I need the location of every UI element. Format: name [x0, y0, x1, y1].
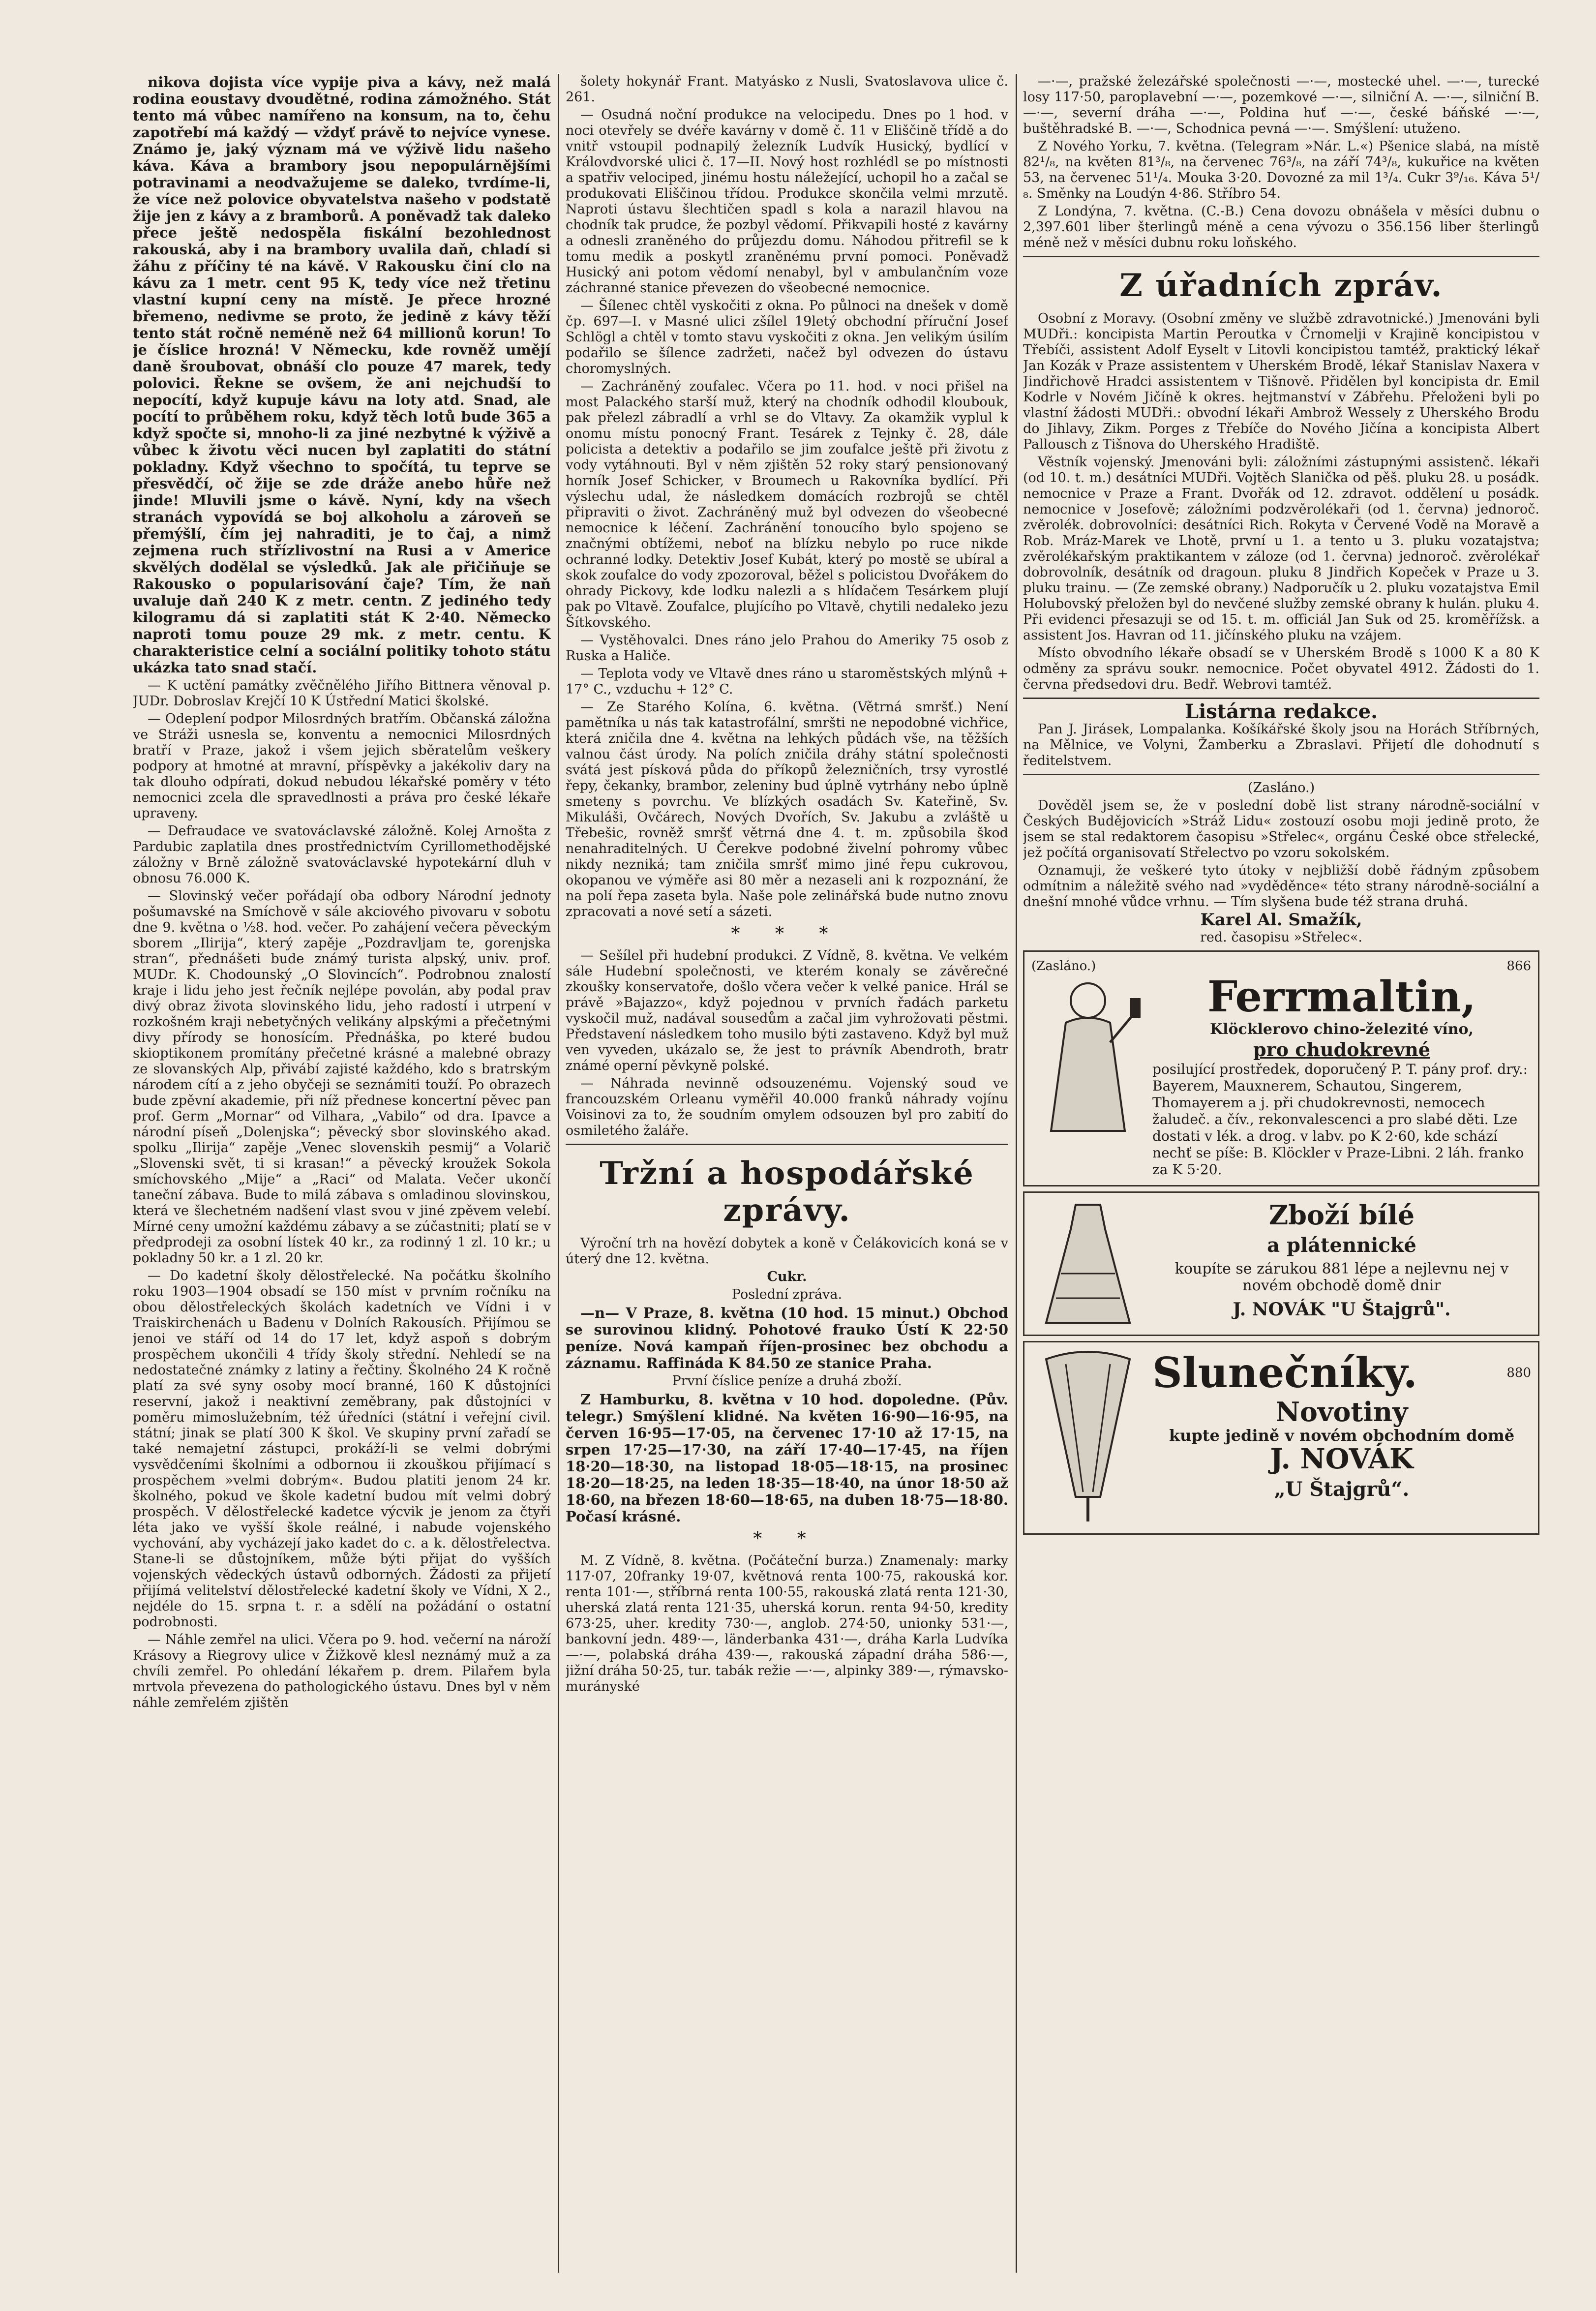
sent-text-1: Dověděl jsem se, že v poslední době list strany národně-sociální v Českých Budějovicích »Stráž Lidu« zostouzí osobu moji jedině proto, že jsem se stal redaktorem časopisu »Střelec«, orgánu České obce střelecké, jež počítá organisovatí Střelectvo po vzoru sokolském. [1023, 798, 1539, 860]
article-hudebni: — Sešílel při hudební produkci. Z Vídně, 8. května. Ve velkém sále Hudební společnosti, ve kterém konaly se závěrečné zkoušky konservatoře, došlo včera večer k velké panice. Hrál se právě »Bajazzo«, když pojednou v prvních řadách parketu vyskočil muž, nadával sousedům a začal jim vyhrožovati pěstmi. Představení následkem toho musilo býti zastaveno. Když byl muž ven vyveden, ukázalo se, že jest to právník Abendroth, bratr známé operní pěvkyně polské. [566, 948, 1008, 1073]
official-vojensky: Věstník vojenský. Jmenováni byli: záložními zástupnými assistenč. lékaři (od 10. t. m.) desátníci MUDři. Vojtěch Slanička od pěš. pluku 28. u posádk. nemocnice v Praze a Frant. Dvořák od 12. zdravot. oddělení u posádk. nemocnice v Josefově; záložními podzvěrolékaři (od 1. června) jednoroč. zvěrolék. dobrovolníci: desátníci Rich. Rokyta v Červené Vodě na Moravě a Rob. Mráz-Marek ve Lhotě, první u 1. a tento u 3. pluku vozatajstva; zvěrolékařským praktikantem v záloze (od 1. června) jednoroč. zvěrolékař dobrovolník, desátník od dragoun. pluku 8 Jindřich Kopeček v Praze u 3. pluku trainu. — (Ze zemské obrany.) Nadporučík u 2. pluku vozatajstva Emil Holubovský přeložen byl do nevčené služby zemské obrany k hulán. pluku 4. Při evidenci přesazuji se od 15. t. m. officiál Jan Suk od 25. kroměřížsk. a assistent Jos. Havran od 11. jičínského pluku na vzájem. [1023, 455, 1539, 643]
ad-zbozi-text: koupíte se zárukou 881 lépe a nejlevnu nej v novém obchodě domě dnir [1174, 1260, 1509, 1294]
dress-illustration-icon [1031, 1200, 1144, 1328]
ad-slunecniky-name: J. NOVÁK [1270, 1443, 1414, 1475]
market-cukr: Cukr. [767, 1269, 807, 1284]
ad-ferrmaltin [1023, 950, 1539, 1186]
divider [1023, 698, 1539, 699]
ad-zbozi-title: Zboží bílé [1268, 1199, 1415, 1231]
column-rule [558, 74, 559, 2273]
divider [1023, 256, 1539, 257]
newspaper-page [133, 74, 1539, 2273]
section-stars-2: * * [753, 1529, 821, 1549]
article-zoufalec: — Zachráněný zoufalec. Včera po 11. hod. v noci přišel na most Palackého starší muž, který na chodník odhodil kloubouk, pak přelezl zábradlí a vrhl se do Vltavy. Za okamžik vyplul k onomu místu ponocný Frant. Tesárek z Tejnky č. 28, dále policista a detektiv a podařilo se jim zoufalce ještě při životu z vody vytáhnouti. Byl v něm zjištěn 52 roky starý pensionovaný horník Josef Schicker, v Broumech u Rakovníka bydlící. Při výslechu udal, že následkem domácích rozbrojů se chtěl připraviti o život. Zachráněný muž byl odvezen do všeobecné nemocnice k léčení. Zachránění tonoucího bylo spojeno se značnými obtížemi, neboť na blízku nebylo po ruce nikde ochranné lodky. Detektiv Josef Kubát, který po mostě se ubíral a skok zoufalce do vody zpozoroval, běžel s policistou Dvořákem do ohrady Pickovy, kde lodku nalezli a s hlídačem Tesárkem plují pak po Vltavě. Zoufalce, plujícího po Vltavě, chytili nedaleko jezu Šítkovského. [566, 379, 1008, 630]
official-heading: Z úřadních zpráv. [1119, 267, 1443, 304]
market-praha: —n— V Praze, 8. května (10 hod. 15 minut.) Obchod se surovinou klidný. Pohotové frauko Ústí K 22·50 peníze. Nová kampaň říjen-prosinec bez obchodu a záznamu. Raffináda K 84.50 ze stanice Praha. [566, 1305, 1008, 1371]
sent-text-2: Oznamuji, že veškeré tyto útoky v nejbližší době řádným způsobem odmítnim a náležitě svého nad »vyděděnce« této strany národně-sociální a dnešní mnohé vůdce vrhnu. — Tím slyšena bude též strana druhá. [1023, 863, 1539, 910]
letters-heading: Listárna redakce. [1184, 700, 1378, 723]
umbrella-illustration-icon [1031, 1349, 1144, 1526]
market-hamburk: Z Hamburku, 8. května v 10 hod. dopoledne. (Pův. telegr.) Smýšlení klidné. Na květen 16·90—16·95, na červen 16·95—17·05, na červenec 17·10 až 17·15, na srpen 17·25—17·30, na září 17·40—17·45, na říjen 18·20—18·30, na listopad 18·05—18·15, na prosinec 18·20—18·25, na leden 18·35—18·40, na únor 18·50 až 18·60, na březen 18·60—18·65, na duben 18·75—18·80. Počasí krásné. [566, 1391, 1008, 1525]
woman-illustration-icon [1031, 973, 1144, 1136]
divider [1023, 774, 1539, 775]
official-morava: Osobní z Moravy. (Osobní změny ve službě zdravotnické.) Jmenováni byli MUDři.: koncipista Martin Peroutka v Črnomelji v Krajině koncipistou v Třebíči, assistent Adolf Eyselt v Litovli koncipistou tamtéž, praktický lékař Jan Kozák v Praze assistentem v Uherském Brodě, lékař Stanislav Naxera v Jindřichově Hradci assistentem v Tišnově. Přidělen byl koncipista dr. Emil Kodrle v Novém Jičíně k okres. hejtmanství v Zábřehu. Přeloženi byli po vlastní žádosti MUDři.: obvodní lékaři Ambrož Wessely z Uherského Brodu do Jihlavy, Zikm. Porges z Třebíče do Nového Jičína a koncipista Albert Pallousch z Tišnova do Uherského Hradiště. [1023, 311, 1539, 452]
article-vystehovalci: — Vystěhovalci. Dnes ráno jelo Prahou do Ameriky 75 osob z Ruska a Haliče. [566, 633, 1008, 664]
market-new-york: Z Nového Yorku, 7. května. (Telegram »Nár. L.«) Pšenice slabá, na místě 82¹/₈, na květen 81³/₈, na červenec 76³/₈, na září 74³/₈, kukuřice na květen 53, na červenec 51¹/₄. Mouka 3·20. Dovozné za mil 1³/₄. Cukr 3⁹/₁₆. Káva 5¹/₈. Směnky na Loudýn 4·86. Stříbro 54. [1023, 139, 1539, 201]
official-misto: Místo obvodního lékaře obsadí se v Uherském Brodě s 1000 K a 80 K odměny za správu soukr. nemocnice. Počet obyvatel 4912. Žádosti do 1. června předsedovi dru. Bedř. Webrovi tamtéž. [1023, 645, 1539, 692]
column-3 [1023, 74, 1539, 2273]
article-nahrada: — Náhrada nevinně odsouzenému. Vojenský soud ve francouzském Orleanu vyměřil 40.000 franků náhrady vojínu Voisinovi za to, že soudním omylem odsouzen byl pro zabití do osmiletého žaláře. [566, 1076, 1008, 1138]
ad-slunecniky-number: 880 [1506, 1366, 1531, 1380]
letters-text: Pan J. Jirásek, Lompalanka. Košíkářské školy jsou na Horách Stříbrných, na Mělnice, ve Volyni, Žamberku a Zbraslavi. Přijetí dle dohodnutí s ředitelstvem. [1023, 722, 1539, 768]
article-defraudace: — Defraudace ve svatováclavské záložně. Kolej Arnošta z Pardubic zaplatila dnes prostřednictvím Cyrillomethodějské záložny v Brně záložně svatováclavské hypotekární dluh v obnosu 76.000 K. [133, 823, 551, 886]
market-posledni: Poslední zpráva. [731, 1287, 843, 1302]
article-velociped: — Osudná noční produkce na velocipedu. Dnes po 1 hod. v noci otevřely se dvéře kavárny v domě č. 11 v Eliščině třídě a do vnitř vstoupil podnapilý železník Ludvík Husický, bydlící v Královdvorské ulici č. 17—II. Nový host rozhlédl se po místnosti a spatřiv velociped, jinému hostu náležející, uchopil ho a začal se produkovati Eliščinou třídou. Produkce skončila velmi mrzutě. Naproti ústavu šlechtičen spadl s kola a narazil hlavou na chodník tak prudce, že pozbyl vědomí. Přikvapili hosté z kavárny a odnesli zraněného do průjezdu domu. Náhodou přitrefil se k tomu medik a poskytl zraněnému první pomoci. Poněvadž Husický ani potom vědomí nenabyl, byl v ambulančním voze záchranné stanice převezen do všeobecné nemocnice. [566, 107, 1008, 296]
ad-slunecniky [1023, 1341, 1539, 1535]
ad-slunecniky-text: kupte jedině v novém obchodním domě [1169, 1426, 1515, 1445]
ad-number: 866 [1506, 959, 1531, 973]
ad-label: (Zasláno.) [1031, 959, 1096, 973]
section-stars: * * * [731, 924, 843, 944]
ad-line2: pro chudokrevné [1253, 1038, 1430, 1061]
article-silenec: — Šílenec chtěl vyskočiti z okna. Po půlnoci na dnešek v domě čp. 697—I. v Masné ulici zšílel 19letý obchodní příruční Josef Schlögl a chtěl v tomto stavu vyskočiti z okna. Jen velikým úsilím podařilo se šílence zadržeti, načež byl odvezen do ústavu choromyslných. [566, 298, 1008, 376]
sent-label: (Zasláno.) [1247, 780, 1315, 795]
market-vienna-cont: —·—, pražské železářské společnosti —·—, mostecké uhel. —·—, turecké losy 117·50, paroplavební —·—, pozemkové —·—, silniční A. —·—, silniční B. —·—, severní dráha —·—, Poldina huť —·—, české báňské —·—, buštěhradské B. —·—, Schodnica pevná —·—. Smýšlení: utuženo. [1023, 74, 1539, 136]
market-vienna: M. Z Vídně, 8. května. (Počáteční burza.) Znamenaly: marky 117·07, 20franky 19·07, květnová renta 100·75, rakouská kor. renta 101·—, stříbrná renta 100·55, rakouská zlatá renta 121·30, uherská zlatá renta 121·35, uherská korun. renta 94·50, kredity 673·25, uher. kredity 730·—, anglob. 274·50, unionky 531·—, bankovní jedn. 489·—, länderbanka 431·—, dráha Karla Ludvíka —·—, polabská dráha 439·—, rakouská západní dráha 586·—, jižní dráha 50·25, tur. tabák režie —·—, alpinky 389·—, rýmavsko-murányské [566, 1553, 1008, 1694]
market-heading: Tržní a hospodářské zprávy. [600, 1155, 974, 1229]
signature-name: Karel Al. Smažík, [1200, 910, 1362, 930]
ad-text: posilující prostředek, doporučený P. T. pány prof. dry.: Bayerem, Mauxnerem, Schautou, Singerem, Thomayerem a j. při chudokrevnosti, nemocech žaludeč. a čív., rekonvalescenci a pro slabé děti. Lze dostati v lék. a drog. v labv. po K 2·60, kde schází nechť se píše: B. Klöckler v Praze-Libni. 2 láh. franko za K 5·20. [1152, 1061, 1528, 1178]
article-kadetni-skola: — Do kadetní školy dělostřelecké. Na počátku školního roku 1903—1904 obsadí se 150 míst v prvním ročníku na obou dělostřeleckých školách kadetních ve Vídni i v Traiskirchenách u Badenu v Dolních Rakousích. Přijímou se jenoi ve stáří od 14 do 17 let, když aspoň s dobrým prospěchem ukončili 4 třídy školy střední. Nehledí se na nedostatečné známky z latiny a řečtiny. Školného 24 K ročně platí za své syny osoby mocí branné, 160 K důstojníci reservní, jakož i neaktivní zeměbrany, pak důstojníci v poměru mimoslužebním, též úředníci (státní i veřejní civil. státní; jinak se platí 300 K škol. Ve skupiny první zařadí se také nemajetní zástupci, prokáží-li se velmi dobrými vysvědčeními školními a odbornou ii zkouškou přijímací s prospěchem »velmi dobrým«. Budou platiti jenom 24 kr. školného, pokud ve škole kadetní budou mít velmi dobrý prospěch. V dělostřelecké kadetce výcvik je jenom za čtyři léta jako ve vyšší škole reálné, i nabude vojenského vychování, aby vycházejí jako kadet do c. a k. dělostřelectva. Stane-li se důstojníkem, může býti přijat do vyšších vojenských vědeckých ústavů odborných. Žádosti za přijetí přijímá velitelství dělostřelecké kadetní školy ve Vídni, X 2., nejdéle do 15. srpna t. r. a sdělí na požádání o ostatní podrobnosti. [133, 1268, 551, 1630]
article-continued: šolety hokynář Frant. Matyásko z Nusli, Svatoslavova ulice č. 261. [566, 74, 1008, 105]
ad-slunecniky-sub: Novotiny [1275, 1396, 1408, 1428]
column-rule [1016, 74, 1017, 2273]
ad-line1: Klöcklerovo chino-železité víno, [1210, 1021, 1474, 1038]
article-milosrdni: — Odeplení podpor Milosrdných bratřím. Občanská záložna ve Stráži usnesla se, konventu a nemocnici Milosrdných bratří v Praze, jakož i všem jejich sběratelům veškery podpory at hmotné at mravní, příspěvky a jakékoliv dary na tak dlouho odpírati, dokud nebudou lékařské poměry v této nemocnici zcela dle spravedlnosti a práva pro české lékaře upraveny. [133, 711, 551, 821]
article-slovinsky-vecer: — Slovinský večer pořádají oba odbory Národní jednoty pošumavské na Smíchově v sále akciového pivovaru v sobotu dne 9. května o ½8. hod. večer. Po zahájení večera pěveckým sborem „Ilirija“, který zapěje „Pozdravljam te, gorenjska stran“, přednášeti bude známý turista alpský, univ. prof. MUDr. K. Chodounský „O Slovincích“. Podrobnou znalostí kraje i lidu jeho jest řečník nejlépe povolán, aby podal prav divý obraz života slovinského lidu, jeho radostí i utrpení v rozkošném kraji nebetyčných velikány alpskými a přečetnými divy přírody se honosícím. Přednáška, po které budou skioptikonem promítány přečetné krásné a malebné obrazy ze slovanských Alp, přivábí zajisté každého, kdo s bratrským národem cítí a z jeho obyčeji se seznámiti touží. Po obrazech bude zpěvní akademie, při níž přednese koncertní pěvec pan prof. Germ „Mornar“ od Vilhara, „Vabilo“ od dra. Ipavce a národní píseň „Dolenjska“; pěvecký sbor slovinského akad. spolku „Ilirija“ zapěje „Venec slovenskih pesmij“ a Volarič „Slovenski svět, ti si krasan!“ a pěvecký kroužek Sokola smíchovského „Mije“ a „Raci“ od Malata. Večer ukončí taneční zábava. Bude to milá zábava s omladinou slovinskou, která ve šlechetném nadšení vlast svou v jiné zpěvem velebí. Mírné ceny umožní každému zábavy a se zúčastniti; platí se v předprodeji za osobní lístek 40 kr., za rodinný 1 zl. 10 kr.; u pokladny 50 kr. a 1 zl. 20 kr. [133, 888, 551, 1266]
article-kolin: — Ze Starého Kolína, 6. května. (Větrná smršť.) Není pamětníka u nás tak katastrofální, smršti ne nepodobné vichřice, která zničila dne 4. května na lehkých půdách vše, na těžších valnou část úrody. Na polích zničila dráhy státní společnosti svátá jest písková půda do příkopů železničních, trsy vyrostlé řepy, čekanky, brambor, zeleniny bud úplně vytrhány nebo úplně smeteny s povrchu. Ve blízkých osadách Sv. Kateřině, Sv. Mikuláši, Ovčárech, Nových Dvořích, Sv. Jakubu a zvláště u Třebešic, rovněž smršť větrná dne 4. t. m. způsobila škod nenahraditelných. U Čerekve podobné živelní pohromy vůbec nikdy nezniká; tam zničila smršť mimo jiné řepu cukrovou, okopanou ve výměře asi 80 měr a nezaseli ani k rozpoznání, že na polí řepa zaseta byla. Naše pole zelinářská bude nutno znovu zpracovati a nové setí a sázeti. [566, 699, 1008, 919]
market-trh: Výroční trh na hovězí dobytek a koně v Čelákovicích koná se v úterý dne 12. května. [566, 1236, 1008, 1267]
article-coffee-tax: nikova dojista více vypije piva a kávy, než malá rodina eoustavy dvoudětné, rodina zámožného. Stát tento má vůbec namířeno na konsum, na to, čehu zapotřebí má každý — vždyť právě to nejvíce vynese. Známo je, jaký význam má ve výživě lidu našeho káva. Káva a brambory jsou nepopulárnějšími potravinami a neodvažujeme se daleko, tvrdíme-li, že více než polovice obyvatelstva našeho v podstatě žije jen z kávy a z bramborů. A poněvadž tak daleko přece ještě nedospěla fiskální bezohlednost rakouská, aby i na brambory uvalila daň, chladí si žáhu z příčiny té na kávě. V Rakousku činí clo na kávu za 1 metr. cent 95 K, tedy více než třetinu vlastní kupní ceny na místě. Je přece hrozné břemeno, nedivme se proto, že jedině z kávy těží tento stát ročně neméně než 64 millionů korun! To je číslice hrozná! V Německu, kde rovněž umějí daně šroubovat, obnáší clo pouze 47 marek, tedy polovici. Řekne se ovšem, že ani nejchudší to nepocítí, když kupuje kávu na loty atd. Snad, ale pocítí to průběhem roku, když těch lotů bude 365 a když spočte si, mnoho-li za jiné nezbytné k výživě a vůbec k životu věci nucen byl zaplatiti do státní pokladny. Když všechno to spočítá, tu teprve se přesvědčí, oč žije se zde dráže anebo hůře než jinde! Mluvili jsme o kávě. Nyní, kdy na všech stranách vypovídá se boj alkoholu a zároveň se přemýšlí, čím jej nahraditi, je to čaj, a nimž zejmena ruch střízlivostní na Rusi a v Americe skvělých dodělal se výsledků. Jak ale přičiňuje se Rakousko o popularisování čaje? Tím, že naň uvaluje daň 240 K z metr. centn. Z jediného tedy kilogramu dá si zaplatiti stát K 2·40. Německo naproti tomu pouze 29 mk. z metr. centu. K charakteristice celní a sociální politiky tohoto státu ukázka tato snad stačí. [133, 74, 551, 676]
column-2 [566, 74, 1008, 2273]
article-teplota: — Teplota vody ve Vltavě dnes ráno u staroměstských mlýnů + 17° C., vzduchu + 12° C. [566, 666, 1008, 697]
article-bittner: — K uctění památky zvěčnělého Jiřího Bittnera věnoval p. JUDr. Dobroslav Krejčí 10 K Ústřední Matici školské. [133, 678, 551, 709]
ad-slunecniky-title: Slunečníky. [1152, 1348, 1417, 1397]
ad-zbozi-bile [1023, 1191, 1539, 1336]
column-1 [133, 74, 551, 2273]
ad-zbozi-sub: a plátennické [1267, 1234, 1416, 1257]
market-london: Z Londýna, 7. května. (C.-B.) Cena dovozu obnášela v měsíci dubnu o 2,397.601 liber šterlingů méně a cena vývozu o 356.156 liber šterlingů méně než v měsíci dubnu roku loňského. [1023, 204, 1539, 250]
ad-brand: Ferrmaltin, [1207, 972, 1476, 1022]
ad-zbozi-name: J. NOVÁK "U Štajgrů". [1233, 1299, 1451, 1320]
article-nahle-zemrel: — Náhle zemřel na ulici. Včera po 9. hod. večerní na nároží Krásovy a Riegrovy ulice v Žižkově klesl neznámý muž a za chvíli zemřel. Po ohledání lékařem p. drem. Pilařem byla mrtvola převezena do pathologického ústavu. Dnes byl v něm náhle zemřelém zjištěn [133, 1632, 551, 1710]
divider [566, 1144, 1008, 1145]
signature-role: red. časopisu »Střelec«. [1200, 930, 1362, 945]
ad-slunecniky-place: „U Štajgrů“. [1274, 1478, 1410, 1501]
market-note: První číslice peníze a druhá zboží. [672, 1373, 902, 1389]
